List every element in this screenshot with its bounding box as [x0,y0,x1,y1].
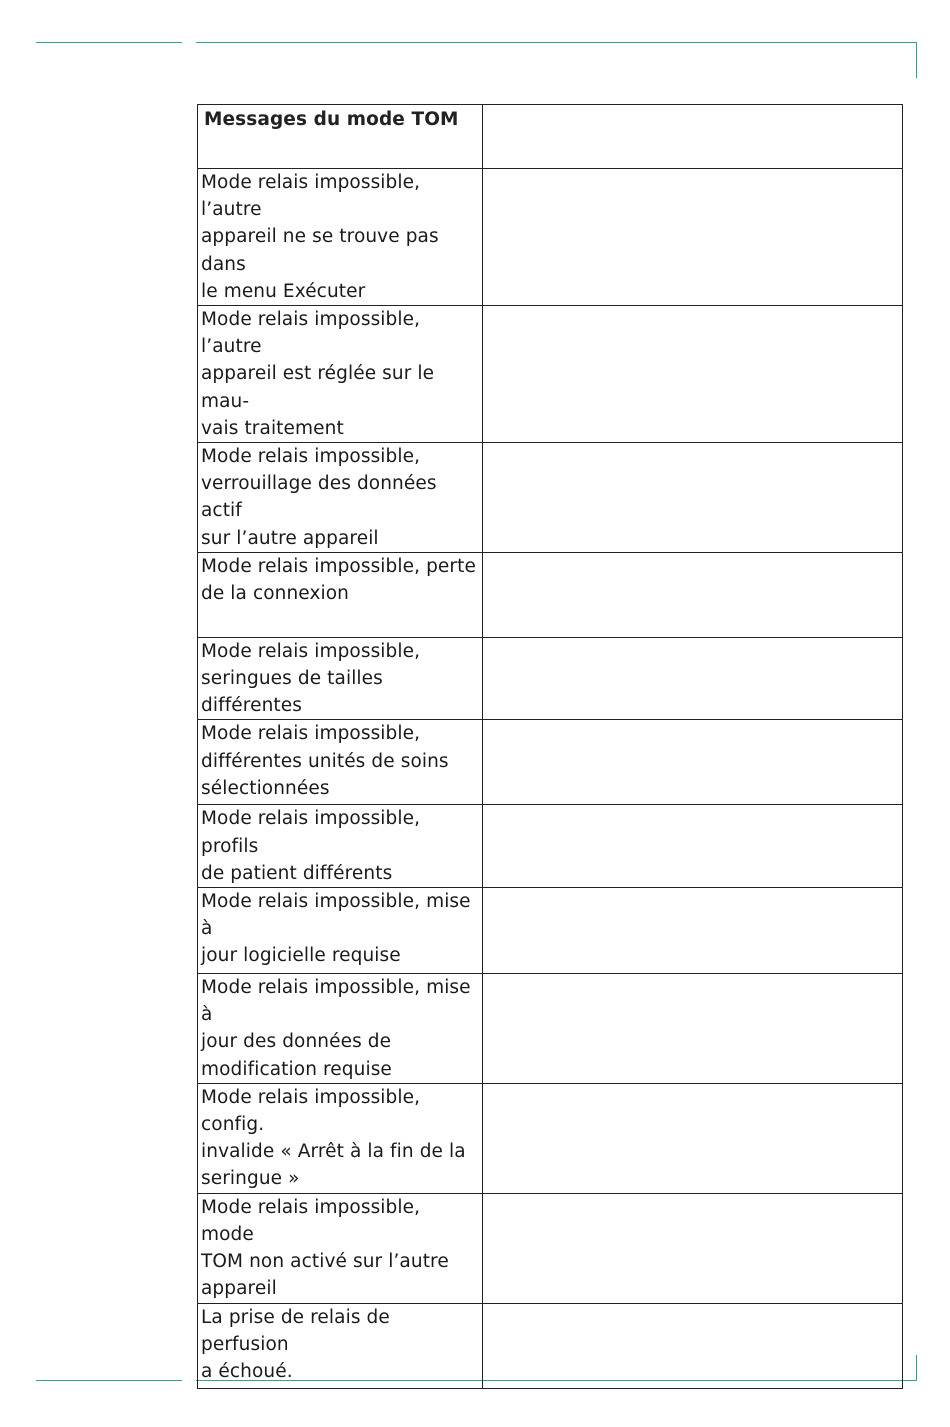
table-row [198,306,903,443]
top-rule-right [196,42,917,43]
table-row [198,1303,903,1388]
message-text: Mode relais impossible, config. invalide « Arrêt à la fin de la seringue » [201,1086,466,1190]
table-row [198,888,903,974]
header-cell [198,105,483,169]
table-row [198,974,903,1084]
description-cell [483,1303,903,1388]
header-description-cell [483,105,903,169]
bottom-rule-corner [916,1355,917,1381]
top-rule-corner [916,42,917,78]
description-cell [483,888,903,974]
message-text: Mode relais impossible, profils de patient différents [201,808,421,884]
description-cell [483,443,903,553]
description-cell [483,805,903,888]
message-text: Mode relais impossible, mise à jour logicielle requise [201,891,471,967]
description-cell [483,637,903,720]
table-row [198,1083,903,1193]
bottom-rule-left [36,1380,182,1381]
description-cell [483,169,903,306]
table-row [198,443,903,553]
description-cell [483,1193,903,1303]
message-text: Mode relais impossible, l’autre appareil ne se trouve pas dans le menu Exécuter [201,172,439,302]
message-text: Mode relais impossible, verrouillage des données actif sur l’autre appareil [201,446,437,549]
message-text: Mode relais impossible, l’autre appareil est réglée sur le mau- vais traitement [201,309,435,439]
description-cell [483,1083,903,1193]
table-row [198,552,903,637]
table-row [198,169,903,306]
table-header-title: Messages du mode TOM [204,109,459,130]
tom-messages-table [197,104,903,1389]
description-cell [483,974,903,1084]
message-text: Mode relais impossible, mise à jour des données de modification requise [201,977,471,1080]
table-header-row [198,105,903,169]
table-row [198,637,903,720]
description-cell [483,552,903,637]
message-text: Mode relais impossible, mode TOM non activé sur l’autre appareil [201,1196,449,1300]
message-text: Mode relais impossible, différentes unités de soins sélectionnées [201,723,449,799]
message-text: Mode relais impossible, perte de la connexion [201,555,476,605]
description-cell [483,720,903,805]
table-row [198,805,903,888]
message-text: La prise de relais de perfusion a échoué. [201,1306,390,1382]
table-row [198,1193,903,1303]
table-row [198,720,903,805]
top-rule-left [36,42,182,43]
message-text: Mode relais impossible, seringues de tailles différentes [201,640,421,717]
description-cell [483,306,903,443]
